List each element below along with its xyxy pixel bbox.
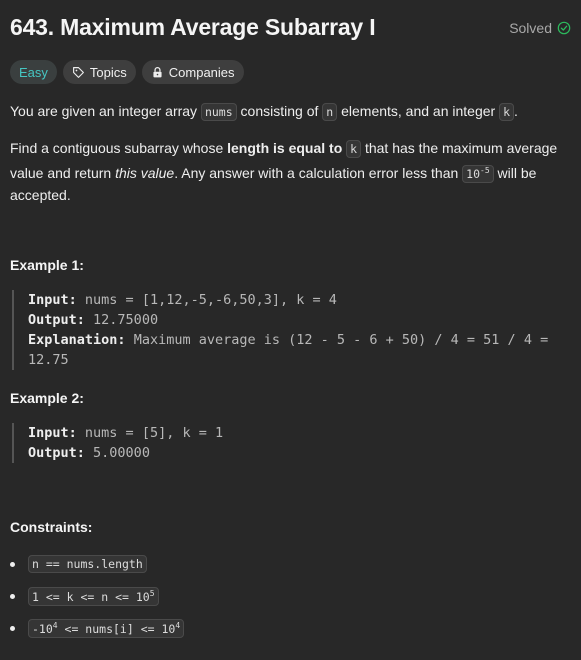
example-1-output [28, 310, 581, 330]
code-n: n [322, 103, 337, 121]
value: nums = [5], k = 1 [84, 425, 224, 441]
text: will be accepted. [10, 164, 537, 203]
text: <= nums[i] <= 10 [57, 621, 176, 636]
code-error-bound [462, 165, 494, 183]
text: You are given an integer array [10, 103, 201, 119]
value: 12.75000 [93, 312, 159, 328]
code-k: k [346, 140, 361, 158]
text: . [514, 103, 518, 119]
example-1-input [28, 290, 581, 310]
value: nums = [1,12,-5,-6,50,3], k = 4 [84, 292, 337, 308]
bullet-dot [10, 594, 15, 599]
description-paragraph-2 [10, 138, 570, 206]
superscript: 4 [175, 621, 181, 630]
companies-button[interactable] [142, 60, 244, 84]
description-paragraph-1 [10, 101, 570, 123]
example-1-explanation [28, 330, 581, 350]
superscript: 4 [52, 621, 58, 630]
constraint-code [28, 587, 159, 606]
label: Output: [28, 445, 85, 461]
superscript: 5 [149, 589, 155, 598]
text: -10 [32, 621, 53, 636]
topics-label: Topics [89, 64, 127, 80]
text: elements, and an integer [337, 103, 500, 119]
example-1-heading: Example 1: [10, 257, 84, 273]
constraints-heading: Constraints: [10, 519, 93, 535]
tag-icon [72, 66, 85, 79]
example-2-block [12, 423, 581, 463]
topics-button[interactable] [63, 60, 136, 84]
example-2-heading: Example 2: [10, 390, 84, 406]
label: Input: [28, 425, 77, 441]
text: Find a contiguous subarray whose [10, 140, 228, 156]
difficulty-badge[interactable] [10, 60, 57, 84]
constraint-code: n == nums.length [28, 555, 147, 573]
bullet-dot [10, 626, 15, 631]
label: Output: [28, 312, 85, 328]
solved-status [509, 20, 571, 36]
check-circle-icon [557, 21, 571, 35]
bullet-dot [10, 562, 15, 567]
solved-label: Solved [509, 20, 552, 36]
label: Input: [28, 292, 77, 308]
problem-header [10, 14, 571, 46]
code-k: k [499, 103, 514, 121]
label: Explanation: [28, 332, 126, 348]
constraint-code [28, 619, 184, 638]
value: 5.00000 [93, 445, 150, 461]
example-2-output [28, 443, 581, 463]
lock-icon [151, 66, 164, 79]
companies-label: Companies [168, 64, 235, 80]
text: . Any answer with a calculation error less than [174, 164, 463, 181]
example-1-explanation-cont: 12.75 [28, 352, 69, 368]
tag-row [10, 60, 244, 84]
problem-title: 643. Maximum Average Subarray I [10, 14, 376, 40]
list-item [10, 555, 147, 573]
example-1-block [12, 290, 581, 370]
code-nums: nums [201, 103, 237, 121]
text: that has the maximum average value and return [10, 140, 558, 181]
italic-text: this value [115, 164, 175, 181]
list-item [10, 587, 159, 606]
list-item [10, 619, 184, 638]
superscript: -5 [480, 166, 490, 175]
example-2-input [28, 423, 581, 443]
text: 10 [466, 166, 481, 181]
text: consisting of [236, 103, 323, 119]
bold-text: length is equal to [227, 140, 343, 156]
value: Maximum average is (12 - 5 - 6 + 50) / 4 = 51 / 4 = [133, 332, 549, 348]
text: 1 <= k <= n <= 10 [32, 589, 150, 604]
difficulty-label: Easy [19, 64, 48, 80]
